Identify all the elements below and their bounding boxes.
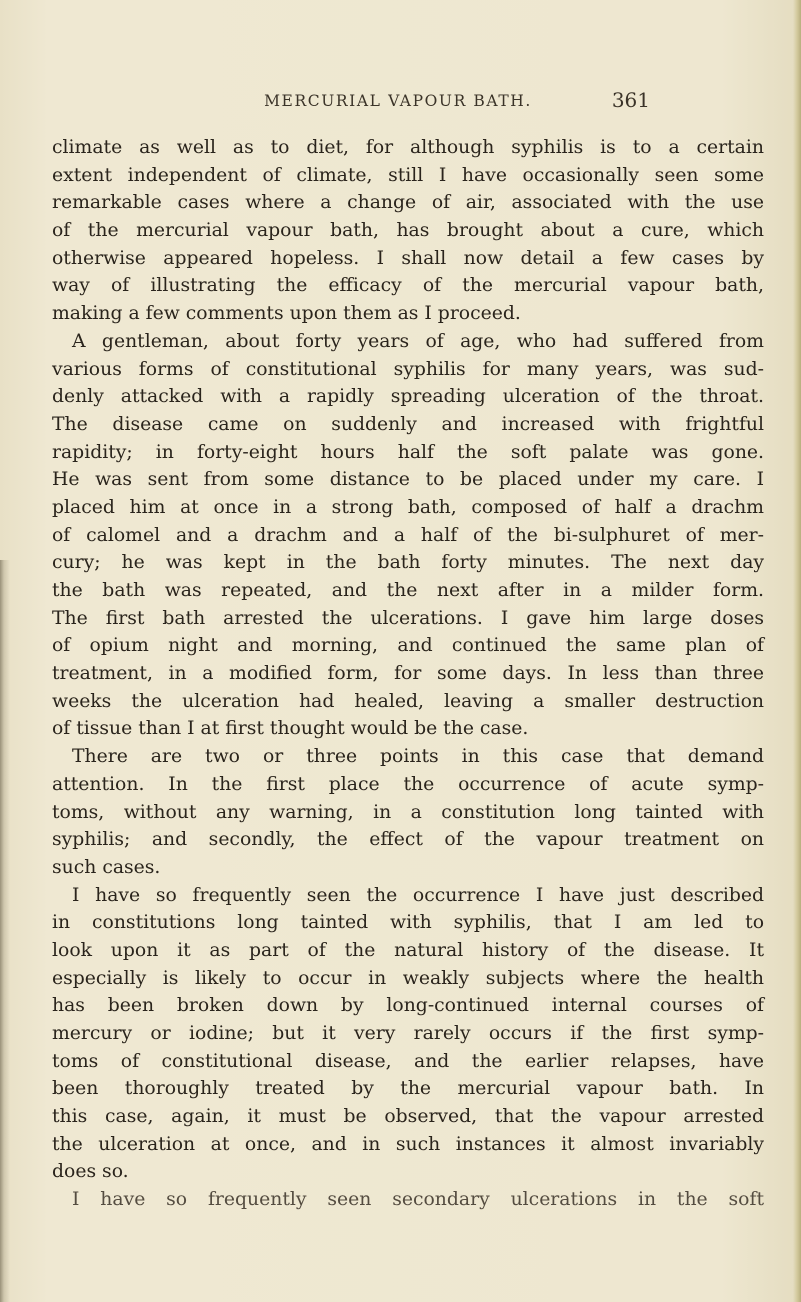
text-line: in constitutions long tainted with syphilis, that I am led to <box>52 912 764 934</box>
text-line: climate as well as to diet, for although syphilis is to a certain <box>52 137 764 158</box>
text-line: attention. In the first place the occurrence of acute symp- <box>52 773 764 795</box>
text-line: extent independent of climate, still I have occasionally seen some <box>52 164 764 186</box>
text-line: The disease came on suddenly and increased with frightful <box>52 413 764 435</box>
text-line: mercury or iodine; but it very rarely occurs if the first symp- <box>52 1023 764 1044</box>
text-line: treatment, in a modified form, for some days. In less than three <box>52 663 764 685</box>
running-title: MERCURIAL VAPOUR BATH. <box>264 92 532 110</box>
text-line: otherwise appeared hopeless. I shall now detail a few cases by <box>52 247 764 269</box>
text-line: does so. <box>52 1161 129 1183</box>
text-line: The first bath arrested the ulcerations. I gave him large doses <box>52 607 764 629</box>
text-line: of calomel and a drachm and a half of the bi-sulphuret of mer- <box>52 524 764 546</box>
page-number: 361 <box>611 88 650 112</box>
text-line: the bath was repeated, and the next after in a milder form. <box>52 580 764 601</box>
text-line: A gentleman, about forty years of age, who had suffered from <box>72 330 764 352</box>
text-line: denly attacked with a rapidly spreading ulceration of the throat. <box>52 386 764 408</box>
text-line: toms of constitutional disease, and the earlier relapses, have <box>52 1050 764 1072</box>
text-line: been thoroughly treated by the mercurial vapour bath. In <box>52 1078 764 1100</box>
text-line: this case, again, it must be observed, that the vapour arrested <box>52 1106 764 1128</box>
text-line: look upon it as part of the natural history of the disease. It <box>52 939 764 961</box>
text-line: cury; he was kept in the bath forty minutes. The next day <box>52 552 764 574</box>
text-line: I have so frequently seen secondary ulcerations in the soft <box>72 1189 764 1211</box>
text-line: of the mercurial vapour bath, has brought about a cure, which <box>52 220 764 242</box>
text-line: has been broken down by long-continued internal courses of <box>52 995 764 1017</box>
text-line: the ulceration at once, and in such instances it almost invariably <box>52 1133 764 1155</box>
text-line: making a few comments upon them as I proceed. <box>52 303 521 325</box>
text-line: syphilis; and secondly, the effect of the vapour treatment on <box>52 829 764 851</box>
text-line: I have so frequently seen the occurrence I have just described <box>72 884 764 906</box>
text-line: various forms of constitutional syphilis for many years, was sud- <box>52 358 764 380</box>
text-line: He was sent from some distance to be placed under my care. I <box>52 469 764 491</box>
text-line: remarkable cases where a change of air, associated with the use <box>52 192 764 214</box>
text-line: of opium night and morning, and continued the same plan of <box>52 635 764 657</box>
page-left-shadow <box>0 560 10 1302</box>
text-line: toms, without any warning, in a constitution long tainted with <box>52 801 764 823</box>
text-line: way of illustrating the efficacy of the mercurial vapour bath, <box>52 275 764 297</box>
text-line: There are two or three points in this case that demand <box>72 746 764 768</box>
text-line: weeks the ulceration had healed, leaving a smaller destruction <box>52 690 764 712</box>
text-line: of tissue than I at first thought would be the case. <box>52 718 529 740</box>
text-line: placed him at once in a strong bath, composed of half a drachm <box>52 496 764 518</box>
page-right-edge <box>793 0 801 1302</box>
body-text <box>52 134 764 1214</box>
page-header <box>0 88 801 122</box>
text-line: rapidity; in forty-eight hours half the soft palate was gone. <box>52 441 764 463</box>
text-line: such cases. <box>52 856 161 878</box>
text-line: especially is likely to occur in weakly subjects where the health <box>52 967 764 989</box>
